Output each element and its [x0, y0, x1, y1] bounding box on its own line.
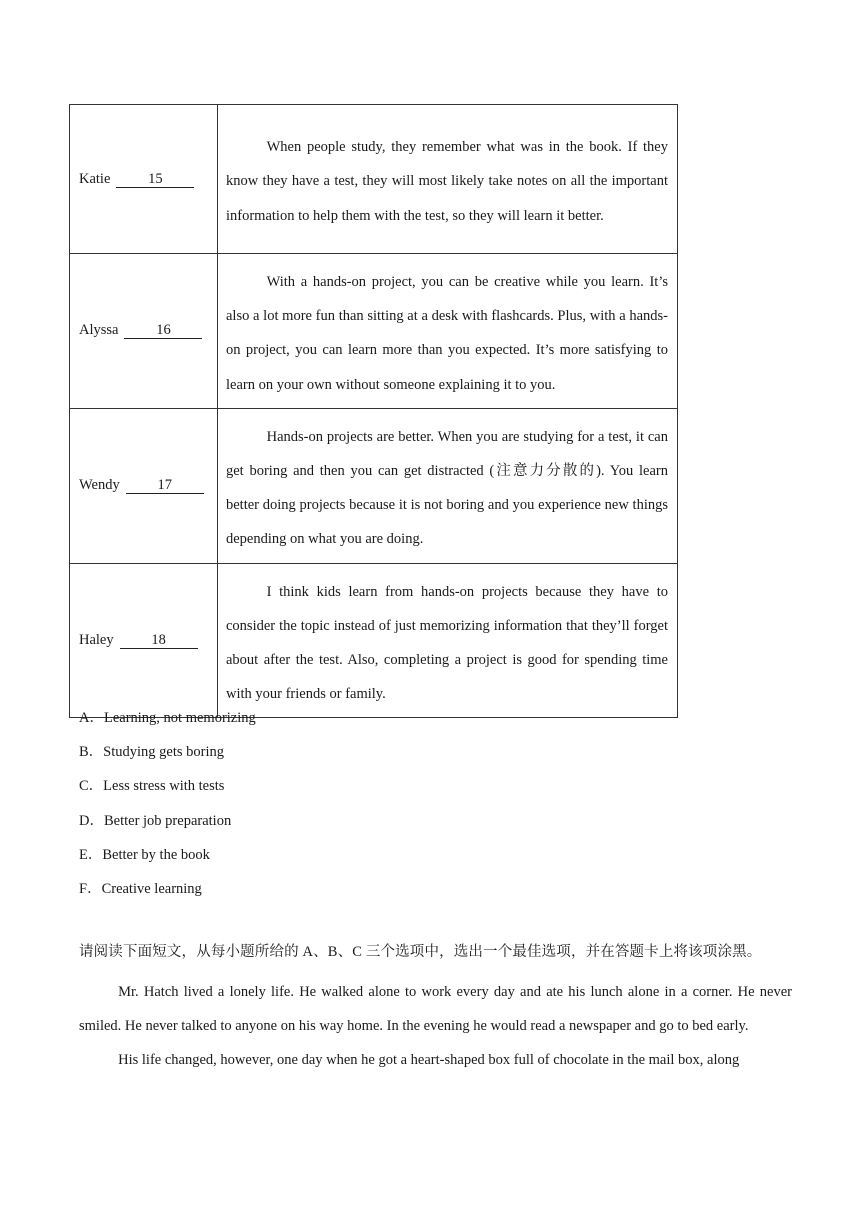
option-item: C．Less stress with tests: [79, 778, 225, 795]
speaker-cell: [70, 105, 218, 254]
option-item: D．Better job preparation: [79, 812, 232, 829]
speaker-cell: [70, 254, 218, 409]
opinion-cell: [218, 408, 678, 563]
section-instruction: 请阅读下面短文，从每小题所给的 A、B、C 三个选项中，选出一个最佳选项，并在答题卡上将该项涂黑。: [79, 944, 762, 960]
opinion-cell: [218, 254, 678, 409]
option-item: F．Creative learning: [79, 880, 202, 897]
speaker-name: Katie: [79, 170, 111, 187]
speaker-name: Wendy: [79, 477, 120, 494]
opinion-cell: [218, 105, 678, 254]
table-row: [70, 408, 678, 563]
option-item: A．Learning, not memorizing: [79, 710, 256, 726]
opinion-text: Hands-on projects are better. When you are studying for a test, it can get boring and then you can get distracted (注意力分散的). You learn better doing projects because it is not boring and you experience new things depending on what you are doing.: [226, 428, 668, 548]
answer-blank: 16: [124, 323, 202, 339]
passage-paragraph: Mr. Hatch lived a lonely life. He walked alone to work every day and ate his lunch alone in a corner. He never smiled. He never talked to anyone on his way home. In the evening he would read a newspaper and go to bed early.: [79, 984, 792, 1035]
opinion-cell: [218, 563, 678, 718]
speaker-cell: [70, 563, 218, 718]
table-row: [70, 563, 678, 718]
opinion-text: I think kids learn from hands-on projects because they have to consider the topic instead of just memorizing information that they’ll forget about after the test. Also, completing a project is good for spending time with your friends or family.: [226, 583, 668, 703]
reading-passage: [79, 975, 792, 1078]
speaker-name: Alyssa: [79, 322, 119, 339]
table-row: [70, 105, 678, 254]
opinion-text: With a hands-on project, you can be creative while you learn. It’s also a lot more fun than sitting at a desk with flashcards. Plus, with a hands-on project, you can learn more than you expected. It’s more satisfying to learn on your own without someone explaining it to you.: [226, 274, 668, 393]
answer-blank: 17: [126, 478, 204, 494]
speaker-cell: [70, 408, 218, 563]
opinion-text: When people study, they remember what was in the book. If they know they have a test, they will most likely take notes on all the important information to help them with the test, so they will learn it better.: [226, 139, 668, 224]
speaker-name: Haley: [79, 632, 114, 649]
answer-blank: 15: [116, 172, 194, 188]
option-item: B．Studying gets boring: [79, 744, 225, 761]
options-list: [79, 704, 256, 909]
answer-blank: 18: [120, 633, 198, 649]
matching-table: [69, 104, 678, 718]
option-item: E．Better by the book: [79, 846, 210, 863]
passage-paragraph: His life changed, however, one day when he got a heart-shaped box full of chocolate in the mail box, along: [118, 1052, 740, 1069]
table-row: [70, 254, 678, 409]
